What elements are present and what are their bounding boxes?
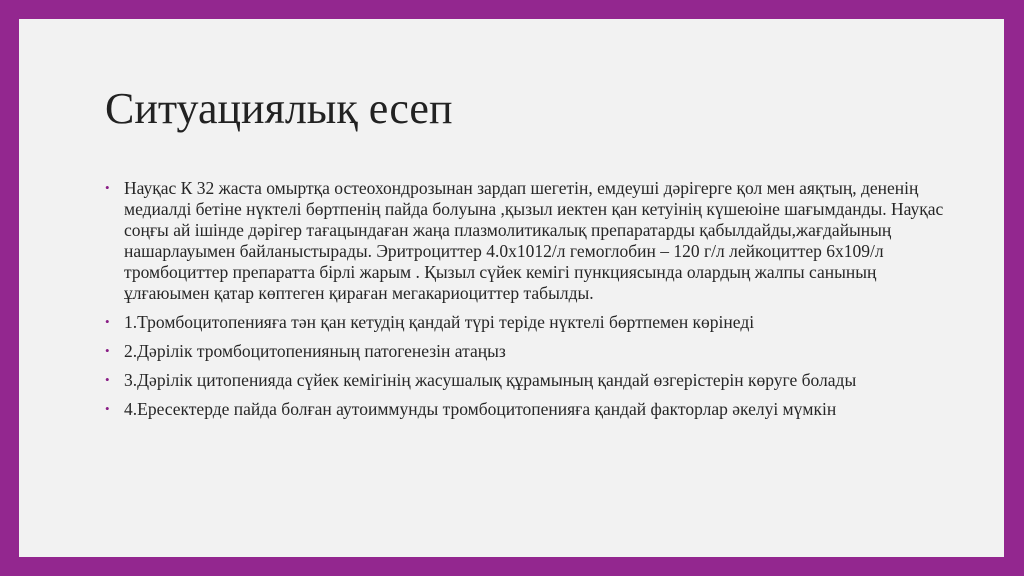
bullet-item-case-description — [105, 178, 957, 304]
bullet-item-question-2 — [105, 341, 957, 362]
case-description-text: Науқас К 32 жаста омыртқа остеохондрозынан зардап шегетін, емдеуші дәрігерге қол мен аяқтың, дененің медиалді бетіне нүктелі бөртпенің пайда болуына ,қызыл иектен қан кетуінің күшеюіне шағымданды. Науқас соңғы ай ішінде дәрігер тағацындаған жаңа плазмолитикалық препаратарды қабылдайды,жағдайының нашарлауымен байланыстырады. Эритроциттер 4.0x1012/л гемоглобин – 120 г/л лейкоциттер 6x109/л тромбоциттер препаратта бірлі жарым . Қызыл сүйек кемігі пункциясында олардың жалпы санының ұлғаюымен қатар көптеген қираған мегакариоциттер табылды. — [124, 178, 944, 303]
bullet-icon: • — [105, 401, 110, 416]
bullet-item-question-1 — [105, 312, 957, 333]
bullet-item-question-4 — [105, 399, 957, 420]
question-2-text: 2.Дәрілік тромбоцитопенияның патогенезін атаңыз — [124, 341, 506, 361]
bullet-item-question-3 — [105, 370, 957, 391]
question-1-text: 1.Тромбоцитопенияға тән қан кетудің қандай түрі теріде нүктелі бөртпемен көрінеді — [124, 312, 755, 332]
question-3-text: 3.Дәрілік цитопенияда сүйек кемігінің жасушалық құрамының қандай өзгерістерін көруге болады — [124, 370, 857, 390]
bullet-icon: • — [105, 314, 110, 329]
bullet-icon: • — [105, 372, 110, 387]
bullet-icon: • — [105, 180, 110, 195]
slide-title: Ситуациялық есеп — [105, 84, 453, 133]
bullet-list — [105, 178, 957, 428]
slide — [19, 19, 1004, 557]
question-4-text: 4.Ересектерде пайда болған аутоиммунды тромбоцитопенияға қандай факторлар әкелуі мүмкін — [124, 399, 837, 419]
bullet-icon: • — [105, 343, 110, 358]
